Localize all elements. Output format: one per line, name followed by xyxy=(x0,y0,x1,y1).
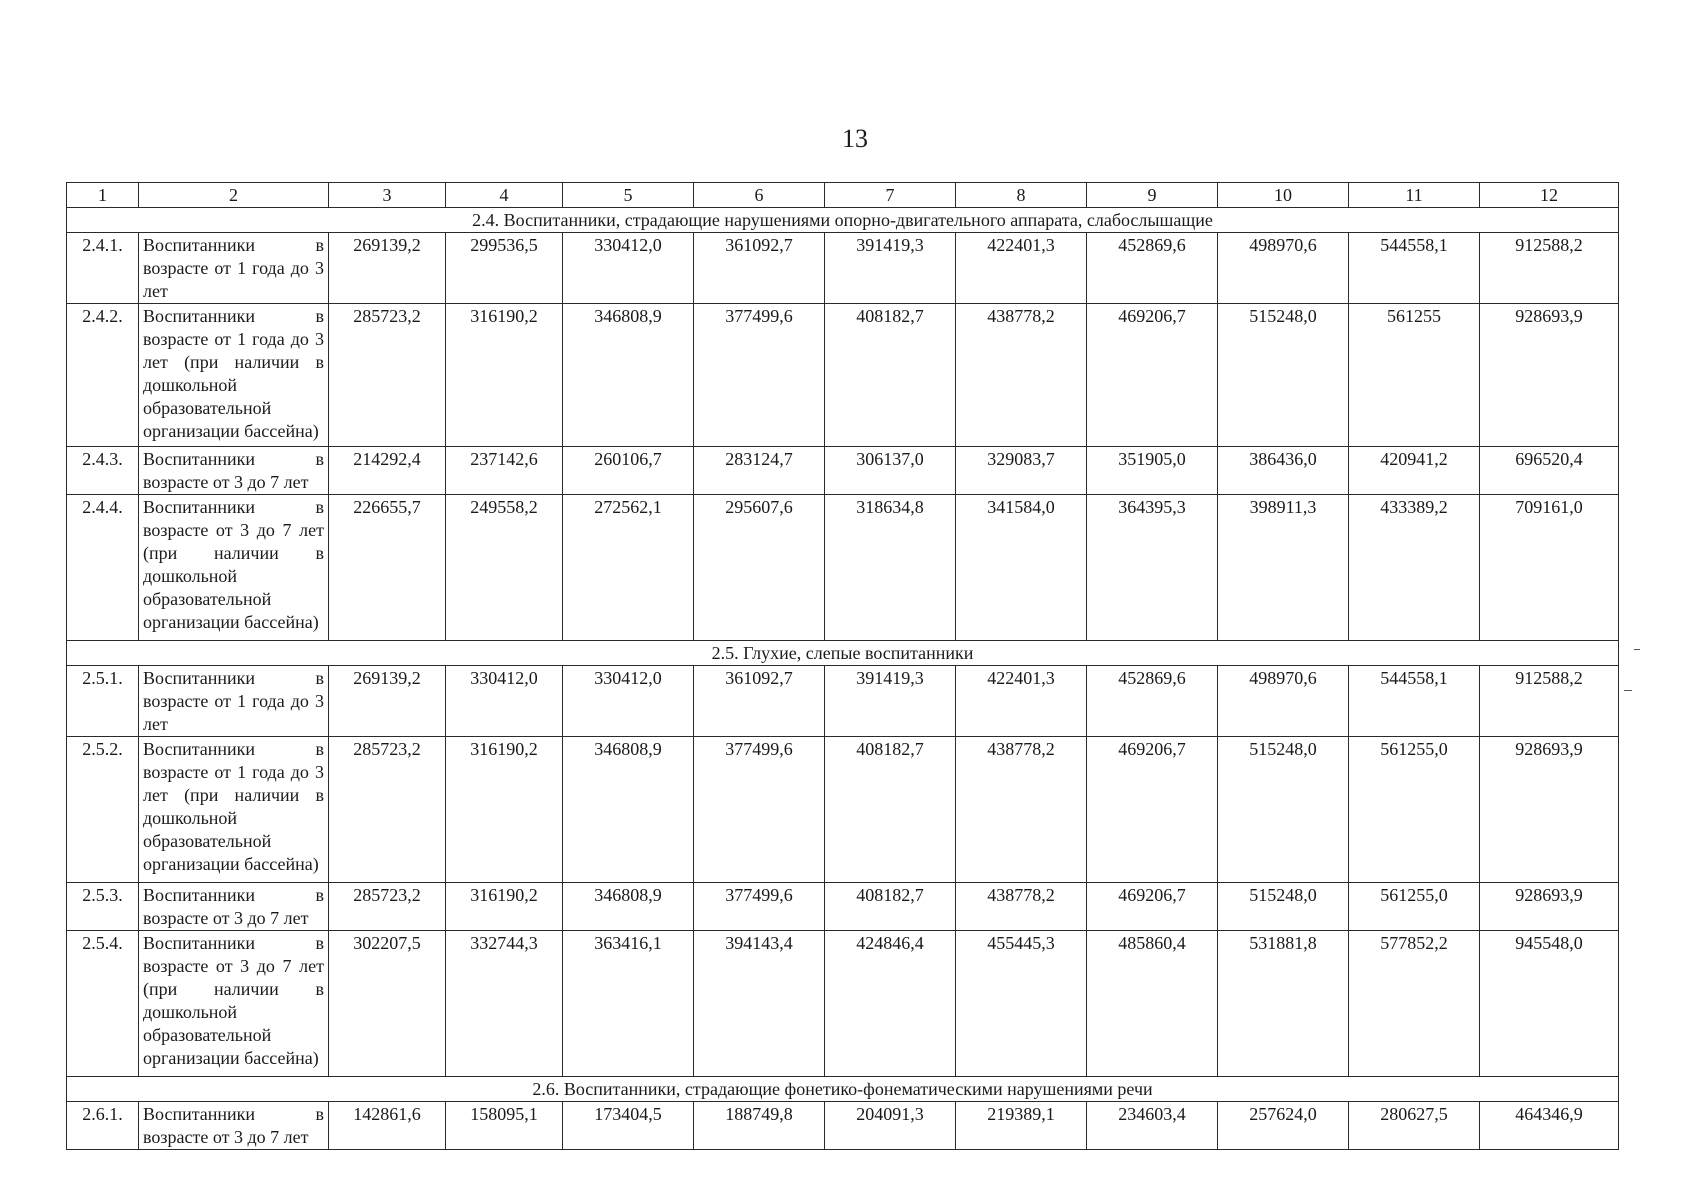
value-cell: 485860,4 xyxy=(1087,931,1218,1077)
value-cell: 346808,9 xyxy=(563,737,694,883)
value-cell: 438778,2 xyxy=(956,737,1087,883)
value-cell: 544558,1 xyxy=(1349,666,1480,737)
value-cell: 515248,0 xyxy=(1218,883,1349,931)
value-cell: 498970,6 xyxy=(1218,666,1349,737)
value-cell: 329083,7 xyxy=(956,447,1087,495)
row-code: 2.5.4. xyxy=(67,931,139,1077)
value-cell: 386436,0 xyxy=(1218,447,1349,495)
table-row xyxy=(67,883,1619,931)
table-row xyxy=(67,233,1619,304)
value-cell: 515248,0 xyxy=(1218,304,1349,447)
value-cell: 912588,2 xyxy=(1480,233,1619,304)
value-cell: 269139,2 xyxy=(329,666,446,737)
row-description: Воспитанники в возрасте от 1 года до 3 лет xyxy=(139,233,329,304)
table-row xyxy=(67,737,1619,883)
value-cell: 330412,0 xyxy=(446,666,563,737)
value-cell: 709161,0 xyxy=(1480,495,1619,641)
value-cell: 452869,6 xyxy=(1087,233,1218,304)
value-cell: 433389,2 xyxy=(1349,495,1480,641)
value-cell: 299536,5 xyxy=(446,233,563,304)
value-cell: 361092,7 xyxy=(694,233,825,304)
value-cell: 391419,3 xyxy=(825,233,956,304)
column-header: 12 xyxy=(1480,183,1619,208)
value-cell: 452869,6 xyxy=(1087,666,1218,737)
value-cell: 515248,0 xyxy=(1218,737,1349,883)
table-row xyxy=(67,495,1619,641)
table-row xyxy=(67,304,1619,447)
value-cell: 283124,7 xyxy=(694,447,825,495)
scan-mark xyxy=(1624,690,1632,691)
column-header: 6 xyxy=(694,183,825,208)
section-header-row xyxy=(67,641,1619,666)
value-cell: 561255,0 xyxy=(1349,883,1480,931)
value-cell: 272562,1 xyxy=(563,495,694,641)
value-cell: 531881,8 xyxy=(1218,931,1349,1077)
value-cell: 377499,6 xyxy=(694,737,825,883)
value-cell: 422401,3 xyxy=(956,666,1087,737)
column-header: 4 xyxy=(446,183,563,208)
value-cell: 469206,7 xyxy=(1087,737,1218,883)
value-cell: 377499,6 xyxy=(694,883,825,931)
row-code: 2.4.4. xyxy=(67,495,139,641)
value-cell: 928693,9 xyxy=(1480,304,1619,447)
value-cell: 346808,9 xyxy=(563,304,694,447)
column-header: 8 xyxy=(956,183,1087,208)
value-cell: 306137,0 xyxy=(825,447,956,495)
value-cell: 561255 xyxy=(1349,304,1480,447)
value-cell: 257624,0 xyxy=(1218,1102,1349,1150)
value-cell: 420941,2 xyxy=(1349,447,1480,495)
section-header-row xyxy=(67,1077,1619,1102)
value-cell: 316190,2 xyxy=(446,304,563,447)
value-cell: 928693,9 xyxy=(1480,883,1619,931)
value-cell: 696520,4 xyxy=(1480,447,1619,495)
table-row xyxy=(67,1102,1619,1150)
row-code: 2.6.1. xyxy=(67,1102,139,1150)
row-code: 2.4.1. xyxy=(67,233,139,304)
value-cell: 377499,6 xyxy=(694,304,825,447)
value-cell: 332744,3 xyxy=(446,931,563,1077)
value-cell: 269139,2 xyxy=(329,233,446,304)
value-cell: 945548,0 xyxy=(1480,931,1619,1077)
value-cell: 173404,5 xyxy=(563,1102,694,1150)
page-number: 13 xyxy=(842,124,868,153)
row-code: 2.5.2. xyxy=(67,737,139,883)
value-cell: 226655,7 xyxy=(329,495,446,641)
value-cell: 188749,8 xyxy=(694,1102,825,1150)
value-cell: 330412,0 xyxy=(563,233,694,304)
table-row xyxy=(67,666,1619,737)
section-title: 2.5. Глухие, слепые воспитанники xyxy=(67,641,1619,666)
value-cell: 204091,3 xyxy=(825,1102,956,1150)
value-cell: 408182,7 xyxy=(825,737,956,883)
column-header: 5 xyxy=(563,183,694,208)
column-header-row xyxy=(67,183,1619,208)
row-code: 2.4.2. xyxy=(67,304,139,447)
value-cell: 158095,1 xyxy=(446,1102,563,1150)
value-cell: 455445,3 xyxy=(956,931,1087,1077)
value-cell: 577852,2 xyxy=(1349,931,1480,1077)
row-description: Воспитанники в возрасте от 1 года до 3 лет (при наличии в дошкольной образовательной организации бассейна) xyxy=(139,737,329,883)
row-code: 2.5.3. xyxy=(67,883,139,931)
row-description: Воспитанники в возрасте от 3 до 7 лет xyxy=(139,883,329,931)
value-cell: 341584,0 xyxy=(956,495,1087,641)
row-description: Воспитанники в возрасте от 3 до 7 лет (при наличии в дошкольной образовательной организации бассейна) xyxy=(139,495,329,641)
value-cell: 237142,6 xyxy=(446,447,563,495)
section-header-row xyxy=(67,208,1619,233)
value-cell: 498970,6 xyxy=(1218,233,1349,304)
table-body xyxy=(67,183,1619,1150)
row-description: Воспитанники в возрасте от 1 года до 3 лет (при наличии в дошкольной образовательной организации бассейна) xyxy=(139,304,329,447)
value-cell: 219389,1 xyxy=(956,1102,1087,1150)
value-cell: 438778,2 xyxy=(956,883,1087,931)
column-header: 9 xyxy=(1087,183,1218,208)
value-cell: 361092,7 xyxy=(694,666,825,737)
value-cell: 469206,7 xyxy=(1087,304,1218,447)
column-header: 2 xyxy=(139,183,329,208)
value-cell: 142861,6 xyxy=(329,1102,446,1150)
value-cell: 391419,3 xyxy=(825,666,956,737)
value-cell: 346808,9 xyxy=(563,883,694,931)
value-cell: 285723,2 xyxy=(329,883,446,931)
value-cell: 398911,3 xyxy=(1218,495,1349,641)
value-cell: 318634,8 xyxy=(825,495,956,641)
section-title: 2.4. Воспитанники, страдающие нарушениями опорно-двигательного аппарата, слабослышащие xyxy=(67,208,1619,233)
value-cell: 363416,1 xyxy=(563,931,694,1077)
row-code: 2.5.1. xyxy=(67,666,139,737)
value-cell: 561255,0 xyxy=(1349,737,1480,883)
value-cell: 330412,0 xyxy=(563,666,694,737)
value-cell: 316190,2 xyxy=(446,883,563,931)
value-cell: 928693,9 xyxy=(1480,737,1619,883)
value-cell: 249558,2 xyxy=(446,495,563,641)
value-cell: 464346,9 xyxy=(1480,1102,1619,1150)
row-description: Воспитанники в возрасте от 3 до 7 лет xyxy=(139,1102,329,1150)
value-cell: 422401,3 xyxy=(956,233,1087,304)
row-description: Воспитанники в возрасте от 3 до 7 лет xyxy=(139,447,329,495)
value-cell: 302207,5 xyxy=(329,931,446,1077)
scan-mark xyxy=(1634,649,1640,650)
column-header: 10 xyxy=(1218,183,1349,208)
value-cell: 260106,7 xyxy=(563,447,694,495)
row-code: 2.4.3. xyxy=(67,447,139,495)
column-header: 1 xyxy=(67,183,139,208)
value-cell: 285723,2 xyxy=(329,737,446,883)
row-description: Воспитанники в возрасте от 3 до 7 лет (при наличии в дошкольной образовательной организации бассейна) xyxy=(139,931,329,1077)
value-cell: 408182,7 xyxy=(825,304,956,447)
tariff-table xyxy=(66,182,1619,1150)
value-cell: 394143,4 xyxy=(694,931,825,1077)
table-row xyxy=(67,447,1619,495)
value-cell: 364395,3 xyxy=(1087,495,1218,641)
value-cell: 285723,2 xyxy=(329,304,446,447)
column-header: 11 xyxy=(1349,183,1480,208)
value-cell: 280627,5 xyxy=(1349,1102,1480,1150)
value-cell: 316190,2 xyxy=(446,737,563,883)
section-title: 2.6. Воспитанники, страдающие фонетико-фонематическими нарушениями речи xyxy=(67,1077,1619,1102)
value-cell: 234603,4 xyxy=(1087,1102,1218,1150)
value-cell: 544558,1 xyxy=(1349,233,1480,304)
value-cell: 408182,7 xyxy=(825,883,956,931)
value-cell: 295607,6 xyxy=(694,495,825,641)
table-row xyxy=(67,931,1619,1077)
value-cell: 469206,7 xyxy=(1087,883,1218,931)
column-header: 3 xyxy=(329,183,446,208)
value-cell: 351905,0 xyxy=(1087,447,1218,495)
column-header: 7 xyxy=(825,183,956,208)
value-cell: 438778,2 xyxy=(956,304,1087,447)
value-cell: 424846,4 xyxy=(825,931,956,1077)
row-description: Воспитанники в возрасте от 1 года до 3 лет xyxy=(139,666,329,737)
value-cell: 912588,2 xyxy=(1480,666,1619,737)
value-cell: 214292,4 xyxy=(329,447,446,495)
